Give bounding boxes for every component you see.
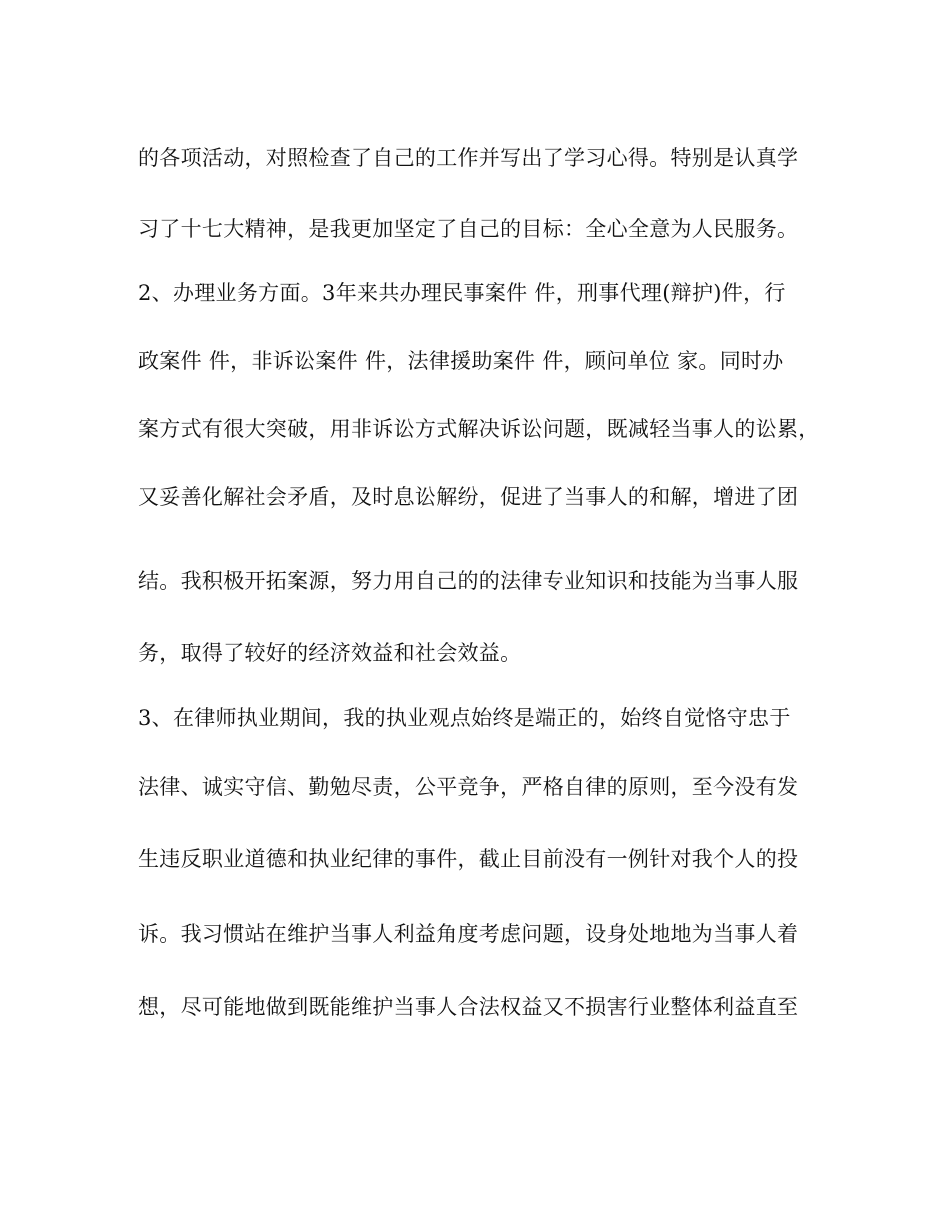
text-line-10: 法律、诚实守信、勤勉尽责，公平竞争，严格自律的原则，至今没有发 [138, 775, 799, 799]
text-line-13: 想，尽可能地做到既能维护当事人合法权益又不损害行业整体利益直至 [138, 995, 799, 1019]
text-line-4: 政案件 件，非诉讼案件 件，法律援助案件 件，顾问单位 家。同时办 [138, 349, 784, 373]
text-line-3: 2、办理业务方面。3年来共办理民事案件 件，刑事代理(辩护)件，行 [138, 281, 786, 305]
text-line-2: 习了十七大精神，是我更加坚定了自己的目标：全心全意为人民服务。 [138, 217, 799, 241]
text-line-12: 诉。我习惯站在维护当事人利益角度考虑问题，设身处地地为当事人着 [138, 922, 799, 946]
text-line-9: 3、在律师执业期间，我的执业观点始终是端正的，始终自觉恪守忠于 [138, 706, 791, 730]
text-line-1: 的各项活动，对照检查了自己的工作并写出了学习心得。特别是认真学 [138, 146, 799, 170]
text-line-5: 案方式有很大突破，用非诉讼方式解决诉讼问题，既减轻当事人的讼累， [138, 417, 820, 441]
text-line-7: 结。我积极开拓案源，努力用自己的的法律专业知识和技能为当事人服 [138, 569, 799, 593]
text-line-6: 又妥善化解社会矛盾，及时息讼解纷，促进了当事人的和解，增进了团 [138, 485, 799, 509]
text-line-11: 生违反职业道德和执业纪律的事件，截止目前没有一例针对我个人的投 [138, 847, 799, 871]
text-line-8: 务，取得了较好的经济效益和社会效益。 [138, 641, 522, 665]
